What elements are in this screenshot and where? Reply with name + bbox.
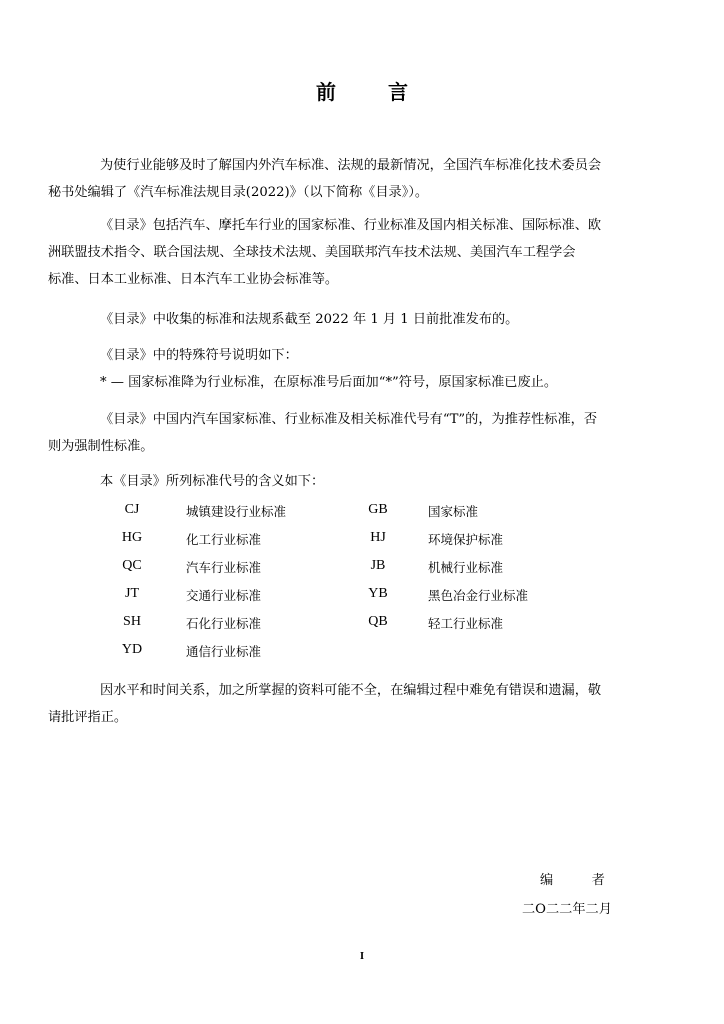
abbr-desc: 黑色冶金行业标准 xyxy=(428,588,529,603)
abbr-desc: 城镇建设行业标准 xyxy=(186,504,287,519)
abbreviation-row xyxy=(0,642,724,664)
symbol-note: * — 国家标准降为行业标准，在原标准号后面加“*”符号，原国家标准已废止。 xyxy=(100,375,558,390)
symbols-paragraph xyxy=(74,342,654,369)
title-char-1: 前 xyxy=(316,80,336,104)
abbr-code: SH xyxy=(123,614,141,629)
closing-line-1: 因水平和时间关系，加之所掌握的资料可能不全，在编辑过程中难免有错误和遗漏，敬 xyxy=(100,683,602,698)
abbr-desc: 国家标准 xyxy=(428,504,479,519)
scope-line-1: 《目录》包括汽车、摩托车行业的国家标准、行业标准及国内相关标准、国际标准、欧 xyxy=(100,218,602,233)
abbr-desc: 汽车行业标准 xyxy=(186,560,262,575)
signature-date: 二O二二年二月 xyxy=(522,902,612,917)
abbr-code: QC xyxy=(122,558,142,573)
abbr-code: GB xyxy=(368,502,388,517)
abbr-desc: 石化行业标准 xyxy=(186,616,262,631)
page-number: I xyxy=(359,950,365,962)
abbr-desc: 机械行业标准 xyxy=(428,560,504,575)
page-title xyxy=(0,76,724,105)
scope-line-2: 洲联盟技术指令、联合国法规、全球技术法规、美国联邦汽车技术法规、美国汽车工程学会 xyxy=(48,245,576,260)
cutoff-line: 《目录》中收集的标准和法规系截至 2022 年 1 月 1 日前批准发布的。 xyxy=(100,312,519,327)
editor-char-1: 编 xyxy=(540,873,554,888)
editor-char-2: 者 xyxy=(591,873,605,888)
abbreviation-row xyxy=(0,558,724,580)
abbr-desc: 交通行业标准 xyxy=(186,588,262,603)
abbreviation-row xyxy=(0,586,724,608)
scope-line-3: 标准、日本工业标准、日本汽车工业协会标准等。 xyxy=(48,272,339,287)
scope-paragraph xyxy=(48,212,654,293)
closing-paragraph xyxy=(48,677,654,731)
abbr-desc: 通信行业标准 xyxy=(186,644,262,659)
intro-paragraph xyxy=(48,152,654,206)
abbr-code: HG xyxy=(121,530,143,545)
abbr-code: QB xyxy=(368,614,388,629)
abbr-code: HJ xyxy=(370,530,386,545)
abbr-code: YD xyxy=(121,642,143,657)
closing-line-2: 请批评指正。 xyxy=(48,710,128,725)
abbr-desc: 轻工行业标准 xyxy=(428,616,504,631)
abbr-code: JB xyxy=(370,558,386,573)
recommended-line-2: 则为强制性标准。 xyxy=(48,439,154,454)
recommended-line-1: 《目录》中国内汽车国家标准、行业标准及相关标准代号有“T”的，为推荐性标准，否 xyxy=(100,412,598,427)
abbreviation-row xyxy=(0,502,724,524)
intro-line-1: 为使行业能够及时了解国内外汽车标准、法规的最新情况，全国汽车标准化技术委员会 xyxy=(100,158,602,173)
intro-line-2: 秘书处编辑了《汽车标准法规目录(2022)》（以下简称《目录》）。 xyxy=(48,185,429,200)
abbr-code: JT xyxy=(125,586,139,601)
abbr-code: YB xyxy=(368,586,388,601)
abbreviation-row xyxy=(0,530,724,552)
editor-signature xyxy=(540,869,605,888)
abbr-desc: 化工行业标准 xyxy=(186,532,262,547)
abbreviation-row xyxy=(0,614,724,636)
recommended-paragraph xyxy=(48,406,654,460)
abbr-code: CJ xyxy=(124,502,140,517)
abbreviations-intro-line: 本《目录》所列标准代号的含义如下： xyxy=(100,474,325,489)
cutoff-paragraph xyxy=(74,306,654,333)
abbr-desc: 环境保护标准 xyxy=(428,532,504,547)
symbols-line: 《目录》中的特殊符号说明如下： xyxy=(100,348,298,363)
abbreviations-intro xyxy=(74,468,654,495)
title-char-2: 言 xyxy=(388,80,408,104)
